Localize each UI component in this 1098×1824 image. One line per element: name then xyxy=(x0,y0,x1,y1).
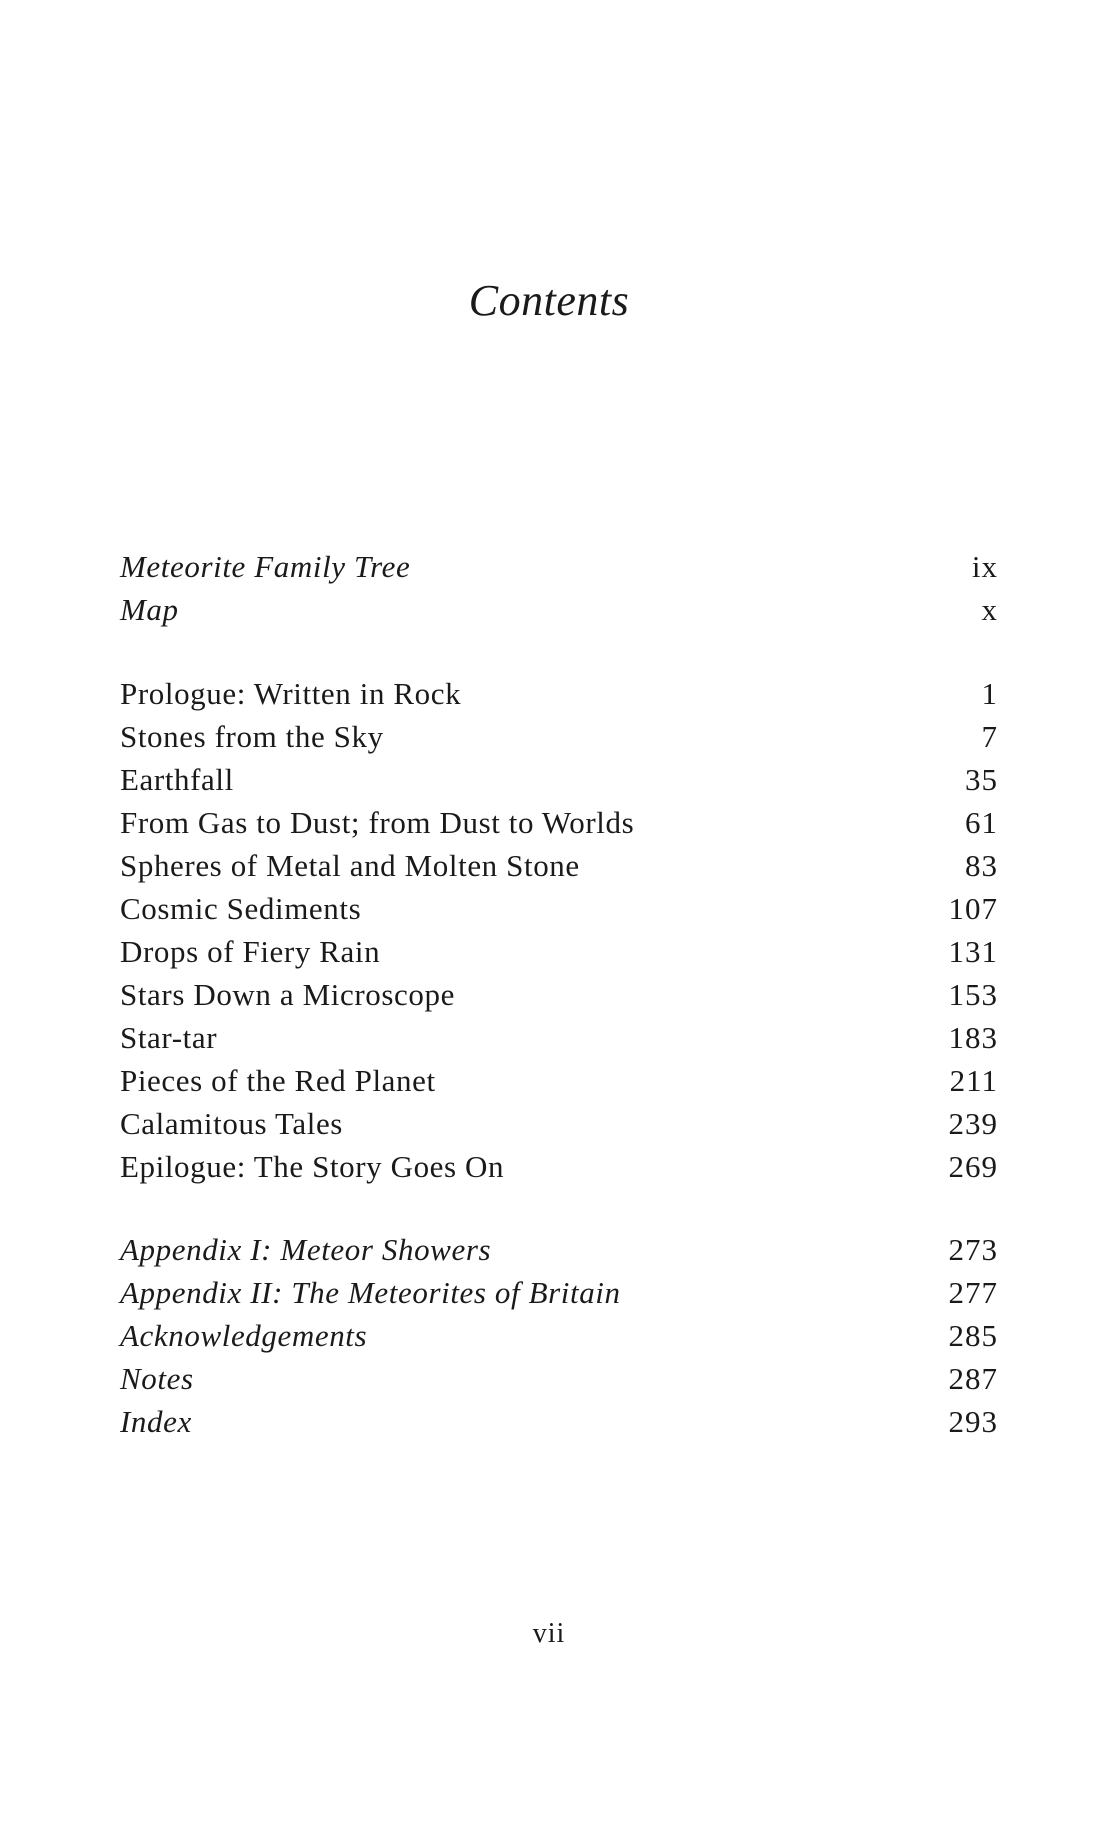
back-matter-list xyxy=(120,1228,998,1443)
toc-entry-label: Map xyxy=(120,592,179,627)
toc-entry-page: 131 xyxy=(948,934,998,969)
toc-entry-label: Epilogue: The Story Goes On xyxy=(120,1149,505,1184)
toc-entry-label: Meteorite Family Tree xyxy=(120,549,411,584)
toc-entry-page: 7 xyxy=(981,719,998,754)
toc-entry xyxy=(120,887,998,930)
toc-entry-page: 35 xyxy=(965,762,998,797)
toc-entry-label: Calamitous Tales xyxy=(120,1106,343,1141)
toc-entry-page: 211 xyxy=(949,1063,998,1098)
toc-entry xyxy=(120,1271,998,1314)
toc-entry xyxy=(120,973,998,1016)
toc-entry xyxy=(120,844,998,887)
toc-entry-label: Pieces of the Red Planet xyxy=(120,1063,436,1098)
toc-entry-page: 61 xyxy=(965,805,998,840)
toc-entry xyxy=(120,588,998,631)
toc-entry-label: Star-tar xyxy=(120,1020,218,1055)
toc-entry xyxy=(120,1016,998,1059)
toc-entry xyxy=(120,1102,998,1145)
toc-entry-page: 183 xyxy=(948,1020,998,1055)
toc-entry-page: 285 xyxy=(948,1318,998,1353)
toc-entry xyxy=(120,1314,998,1357)
toc-entry-page: 273 xyxy=(948,1232,998,1267)
toc-entry-label: Earthfall xyxy=(120,762,234,797)
toc-entry xyxy=(120,715,998,758)
page-title: Contents xyxy=(468,276,630,325)
toc-entry xyxy=(120,545,998,588)
toc-entry xyxy=(120,1400,998,1443)
toc-entry xyxy=(120,1228,998,1271)
toc-entry xyxy=(120,930,998,973)
toc-entry-label: Drops of Fiery Rain xyxy=(120,934,381,969)
toc-entry-page: 287 xyxy=(948,1361,998,1396)
toc-entry-label: From Gas to Dust; from Dust to Worlds xyxy=(120,805,635,840)
toc-entry-label: Cosmic Sediments xyxy=(120,891,362,926)
toc-entry xyxy=(120,758,998,801)
toc-entry-page: 153 xyxy=(948,977,998,1012)
toc-entry xyxy=(120,801,998,844)
toc-entry-label: Stars Down a Microscope xyxy=(120,977,455,1012)
toc-entry-page: 239 xyxy=(948,1106,998,1141)
toc-entry-label: Spheres of Metal and Molten Stone xyxy=(120,848,580,883)
toc-entry xyxy=(120,1357,998,1400)
toc-entry-page: x xyxy=(981,592,998,627)
toc-entry xyxy=(120,1145,998,1188)
toc-entry-page: 83 xyxy=(965,848,998,883)
toc-entry-label: Index xyxy=(120,1404,192,1439)
toc-entry-page: 107 xyxy=(948,891,998,926)
toc-entry-page: 269 xyxy=(948,1149,998,1184)
toc-entry-page: 277 xyxy=(948,1275,998,1310)
toc-entry xyxy=(120,672,998,715)
toc-entry-label: Acknowledgements xyxy=(120,1318,368,1353)
toc-entry-page: 293 xyxy=(948,1404,998,1439)
toc-entry-label: Stones from the Sky xyxy=(120,719,384,754)
toc-entry-label: Notes xyxy=(120,1361,194,1396)
toc-entry-label: Appendix I: Meteor Showers xyxy=(120,1232,492,1267)
page-number: vii xyxy=(532,1618,566,1649)
toc-entry-page: 1 xyxy=(981,676,998,711)
toc-entry-label: Prologue: Written in Rock xyxy=(120,676,462,711)
toc-entry xyxy=(120,1059,998,1102)
toc-entry-label: Appendix II: The Meteorites of Britain xyxy=(120,1275,621,1310)
chapter-list xyxy=(120,672,998,1188)
toc-entry-page: ix xyxy=(971,549,998,584)
front-matter-list xyxy=(120,545,998,631)
